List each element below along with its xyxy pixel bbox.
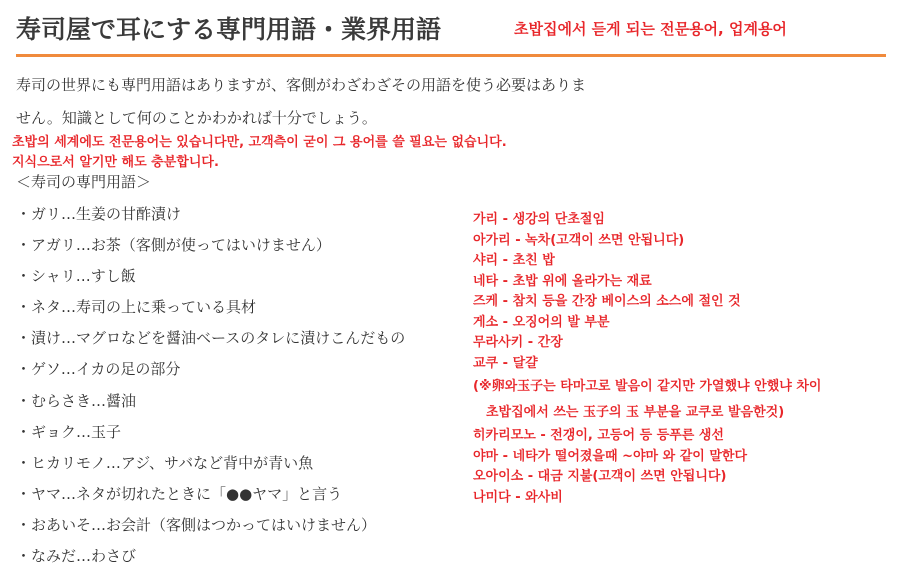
- intro-jp-line-2: せん。知識として何のことかわかれば十分でしょう。: [16, 109, 377, 127]
- jp-term-item: ・ゲソ…イカの足の部分: [16, 360, 181, 378]
- jp-term-item: ・ギョク…玉子: [16, 423, 122, 441]
- jp-term-item: ・むらさき…醤油: [16, 392, 137, 410]
- kr-term-item: 가리 - 생강의 단초절임: [473, 212, 605, 227]
- kr-term-item: 아가리 - 녹차(고객이 쓰면 안됩니다): [473, 232, 685, 248]
- title-row: [16, 10, 886, 50]
- jp-term-item: ・おあいそ…お会計（客側はつかってはいけません）: [16, 516, 377, 534]
- kr-term-item: 오아이소 - 대금 지불(고객이 쓰면 안됩니다): [473, 469, 727, 484]
- kr-term-item: 야마 - 네타가 떨어졌을때 ~야마 와 같이 말한다: [473, 448, 748, 464]
- kr-term-item: 즈케 - 참치 등을 간장 베이스의 소스에 절인 것: [473, 294, 741, 309]
- kr-term-item: 샤리 - 초친 밥: [473, 253, 555, 268]
- intro-kr-line-1: 초밥의 세계에도 전문용어는 있습니다만, 고객측이 굳이 그 용어를 쓸 필요는 없습니다.: [12, 135, 507, 150]
- jp-term-item: ・ガリ…生姜の甘酢漬け: [16, 205, 182, 223]
- jp-term-item: ・アガリ…お茶（客側が使ってはいけません）: [16, 236, 331, 254]
- kr-term-item: 네타 - 초밥 위에 올라가는 재료: [473, 273, 652, 289]
- kr-term-item: 교쿠 - 달걀: [473, 355, 538, 371]
- intro-kr-line-2: 지식으로서 알기만 해도 충분합니다.: [12, 155, 219, 170]
- kr-term-item: 나미다 - 와사비: [473, 489, 563, 505]
- kr-term-item: 무라사키 - 간장: [473, 335, 563, 350]
- kr-term-note: (※卵와玉子는 타마고로 발음이 같지만 가열했냐 안했냐 차이: [473, 379, 822, 394]
- jp-term-item: ・なみだ…わさび: [16, 547, 137, 565]
- section-heading: ＜寿司の専門用語＞: [16, 173, 152, 191]
- jp-term-item: ・ネタ…寿司の上に乗っている具材: [16, 298, 257, 316]
- intro-jp-line-1: 寿司の世界にも専門用語はありますが、客側がわざわざその用語を使う必要はありま: [16, 76, 587, 94]
- jp-term-item: ・シャリ…すし飯: [16, 267, 136, 285]
- jp-term-item: ・ヤマ…ネタが切れたときに「●●ヤマ」と言う: [16, 485, 343, 503]
- jp-term-item: ・漬け…マグロなどを醤油ベースのタレに漬けこんだもの: [16, 329, 406, 347]
- page-title: 寿司屋で耳にする専門用語・業界用語: [16, 15, 442, 44]
- title-underline: [16, 54, 886, 57]
- korean-term-list: [473, 210, 893, 508]
- page-title-korean: 초밥집에서 듣게 되는 전문용어, 업계용어: [514, 20, 787, 38]
- kr-term-item: 게소 - 오징어의 발 부분: [473, 314, 610, 330]
- kr-term-note: 초밥집에서 쓰는 玉子의 玉 부분을 교쿠로 발음한것): [473, 405, 785, 420]
- kr-term-item: 히카리모노 - 전갱이, 고등어 등 등푸른 생선: [473, 428, 724, 443]
- jp-term-item: ・ヒカリモノ…アジ、サバなど背中が青い魚: [16, 454, 314, 472]
